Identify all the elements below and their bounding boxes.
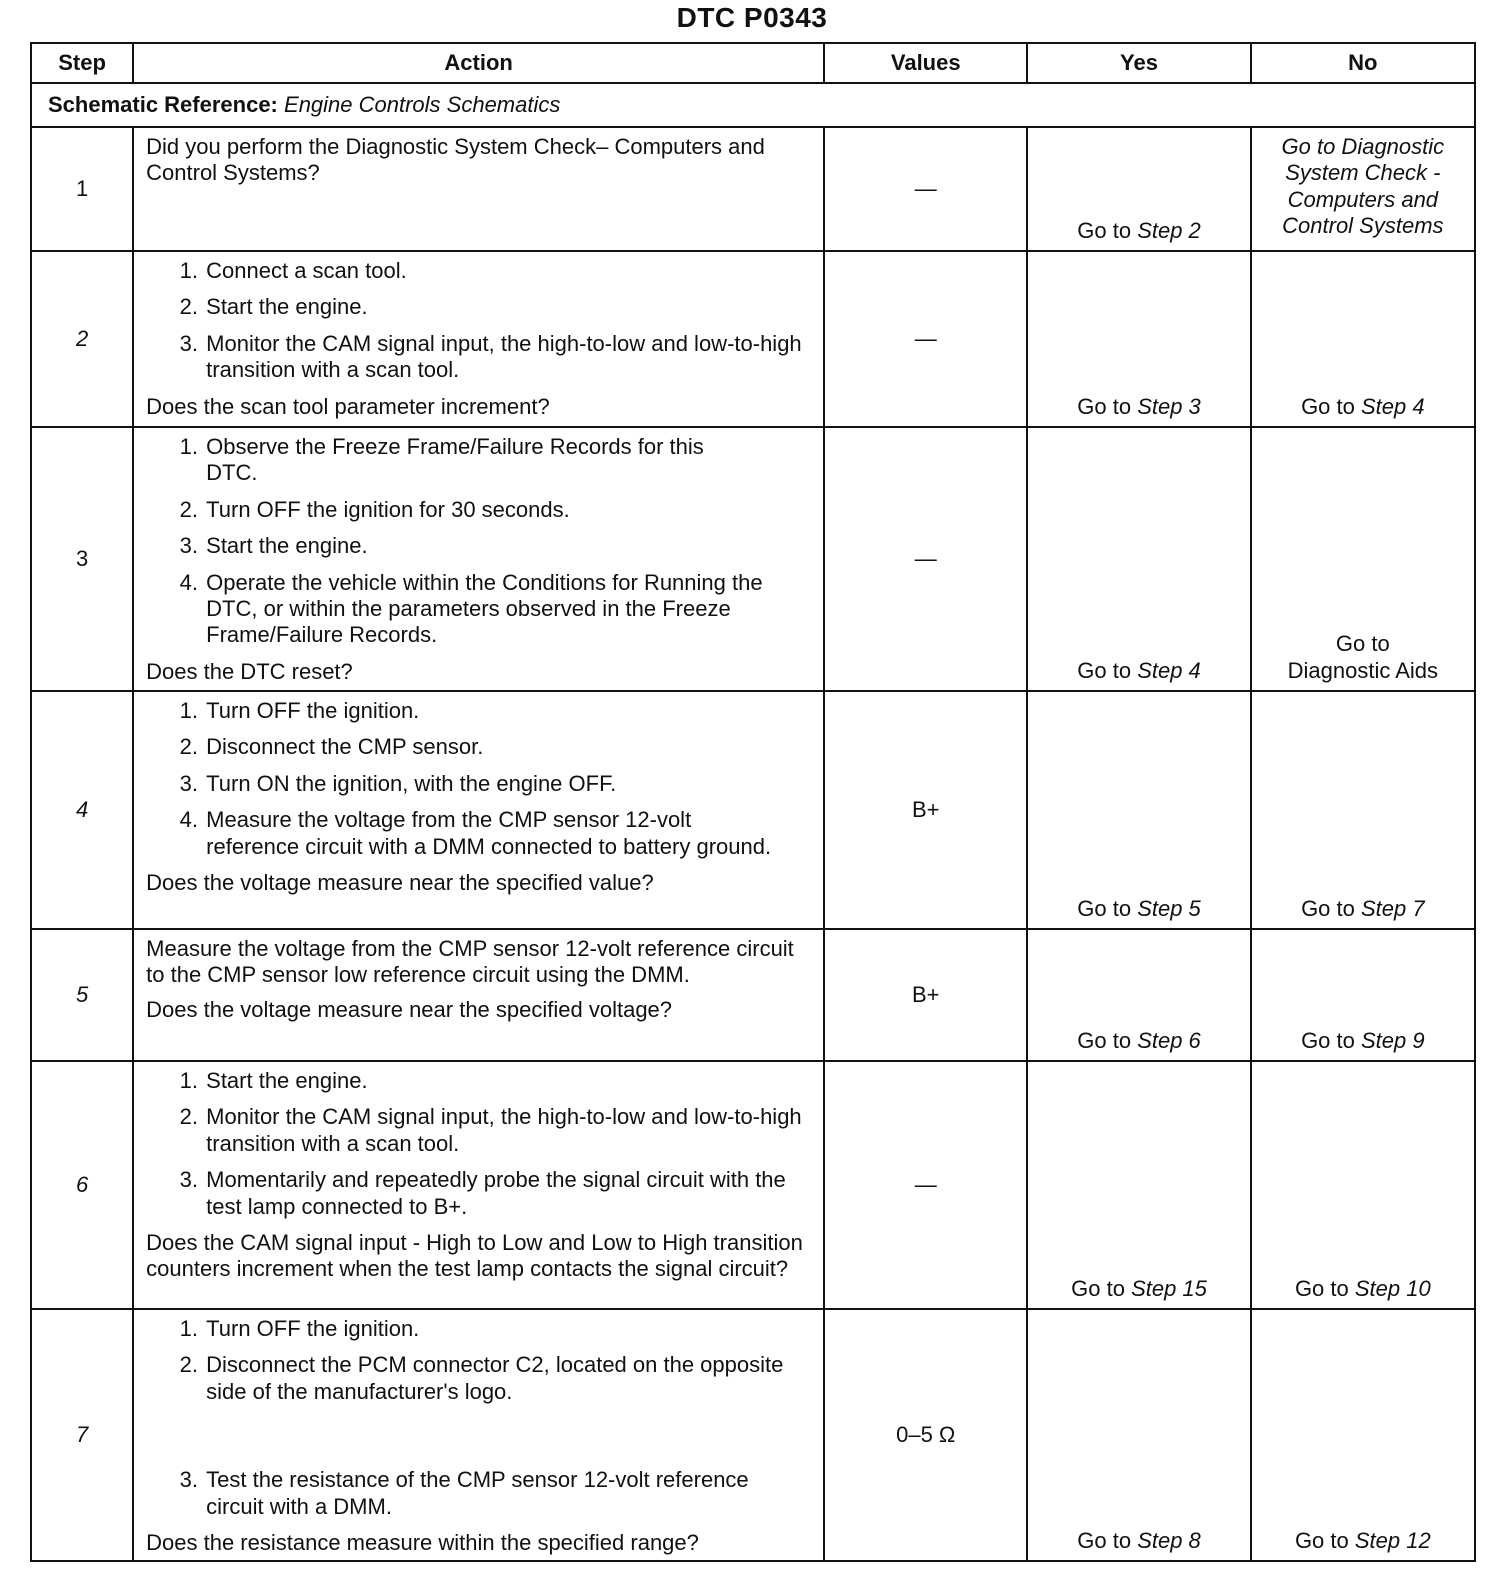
step-number: 6 bbox=[31, 1061, 133, 1309]
no-goto[interactable]: Go to Step 4 bbox=[1301, 393, 1425, 419]
yes-cell bbox=[1027, 1061, 1250, 1309]
table-row bbox=[31, 691, 1475, 929]
action-cell bbox=[133, 427, 824, 691]
yes-goto[interactable]: Go to Step 8 bbox=[1077, 1527, 1201, 1553]
list-item: 3. Test the resistance of the CMP sensor 12-volt reference circuit with a DMM. bbox=[204, 1467, 811, 1520]
action-list bbox=[146, 698, 811, 860]
action-text: Did you perform the Diagnostic System Check– Computers and Control Systems? bbox=[146, 134, 765, 186]
action-question: Does the DTC reset? bbox=[146, 658, 353, 684]
schematic-label: Schematic Reference: bbox=[48, 91, 278, 117]
list-item: 1. Connect a scan tool. bbox=[204, 258, 811, 284]
list-item: 1. Observe the Freeze Frame/Failure Records for this DTC. bbox=[204, 434, 811, 487]
header-step: Step bbox=[31, 43, 133, 83]
step-number: 5 bbox=[31, 929, 133, 1061]
value-cell: — bbox=[824, 1061, 1027, 1309]
action-list bbox=[146, 434, 811, 649]
action-question: Does the voltage measure near the specified voltage? bbox=[146, 996, 673, 1022]
action-text: Measure the voltage from the CMP sensor 12-volt reference circuit to the CMP sensor low reference circuit using the DMM. bbox=[146, 936, 794, 988]
action-question: Does the CAM signal input - High to Low and Low to High transition counters increment when the test lamp contacts the signal circuit? bbox=[146, 1229, 803, 1282]
header-row bbox=[31, 43, 1475, 83]
list-item: 3. Momentarily and repeatedly probe the signal circuit with the test lamp connected to B+. bbox=[204, 1167, 811, 1220]
value-cell: 0–5 Ω bbox=[824, 1309, 1027, 1561]
yes-cell bbox=[1027, 127, 1250, 251]
value-cell: — bbox=[824, 127, 1027, 251]
no-line[interactable]: Control Systems bbox=[1282, 213, 1444, 239]
action-cell bbox=[133, 1061, 824, 1309]
list-item: 2. Monitor the CAM signal input, the high-to-low and low-to-high transition with a scan tool. bbox=[204, 1104, 811, 1157]
list-item: 3. Turn ON the ignition, with the engine OFF. bbox=[204, 771, 811, 797]
action-cell bbox=[133, 929, 824, 1061]
list-item: 1. Turn OFF the ignition. bbox=[204, 698, 811, 724]
no-cell bbox=[1251, 1309, 1475, 1561]
list-item: 4. Operate the vehicle within the Conditions for Running the DTC, or within the parameters observed in the Freeze Frame/Failure Records. bbox=[204, 570, 811, 649]
no-cell bbox=[1251, 127, 1475, 251]
header-no: No bbox=[1251, 43, 1475, 83]
page-title: DTC P0343 bbox=[676, 2, 828, 33]
header-yes: Yes bbox=[1027, 43, 1250, 83]
step-number: 1 bbox=[31, 127, 133, 251]
value-cell: — bbox=[824, 427, 1027, 691]
table-row bbox=[31, 1061, 1475, 1309]
list-item: 4. Measure the voltage from the CMP sensor 12-volt reference circuit with a DMM connected to battery ground. bbox=[204, 807, 811, 860]
no-goto[interactable]: Go to Step 7 bbox=[1301, 895, 1425, 921]
action-question: Does the resistance measure within the specified range? bbox=[146, 1529, 699, 1555]
step-number: 2 bbox=[31, 251, 133, 427]
list-item: 2. Start the engine. bbox=[204, 294, 811, 320]
yes-goto[interactable]: Go to Step 15 bbox=[1071, 1275, 1207, 1301]
action-cell bbox=[133, 1309, 824, 1561]
list-item: 2. Turn OFF the ignition for 30 seconds. bbox=[204, 497, 811, 523]
no-line[interactable]: Go to bbox=[1335, 631, 1390, 657]
step-number: 4 bbox=[31, 691, 133, 929]
value-cell: B+ bbox=[824, 691, 1027, 929]
yes-cell bbox=[1027, 691, 1250, 929]
no-goto[interactable]: Go to Step 10 bbox=[1294, 1275, 1431, 1301]
table-row bbox=[31, 427, 1475, 691]
yes-cell bbox=[1027, 1309, 1250, 1561]
no-cell bbox=[1251, 929, 1475, 1061]
action-cell bbox=[133, 251, 824, 427]
list-item: 3. Start the engine. bbox=[204, 533, 811, 559]
table-row bbox=[31, 1309, 1475, 1561]
yes-cell bbox=[1027, 929, 1250, 1061]
step-number: 7 bbox=[31, 1309, 133, 1561]
list-item: 1. Start the engine. bbox=[204, 1068, 811, 1094]
action-cell bbox=[133, 127, 824, 251]
table-row bbox=[31, 929, 1475, 1061]
table-row bbox=[31, 127, 1475, 251]
value-cell: B+ bbox=[824, 929, 1027, 1061]
no-line[interactable]: System Check - bbox=[1285, 160, 1441, 186]
no-line[interactable]: Go to Diagnostic bbox=[1281, 134, 1445, 159]
yes-goto[interactable]: Go to Step 3 bbox=[1077, 393, 1201, 419]
action-list bbox=[146, 1316, 811, 1520]
list-item: 1. Turn OFF the ignition. bbox=[204, 1316, 811, 1342]
yes-goto[interactable]: Go to Step 6 bbox=[1077, 1027, 1201, 1053]
value-cell: — bbox=[824, 251, 1027, 427]
action-question: Does the scan tool parameter increment? bbox=[146, 393, 550, 419]
yes-goto[interactable]: Go to Step 4 bbox=[1077, 657, 1201, 683]
action-cell bbox=[133, 691, 824, 929]
no-cell bbox=[1251, 691, 1475, 929]
list-item: 2. Disconnect the PCM connector C2, located on the opposite side of the manufacturer's logo. bbox=[204, 1352, 811, 1405]
yes-goto[interactable]: Go to Step 5 bbox=[1077, 895, 1201, 921]
no-cell bbox=[1251, 1061, 1475, 1309]
yes-cell bbox=[1027, 427, 1250, 691]
schematic-row bbox=[31, 83, 1475, 127]
no-goto[interactable]: Go to Step 12 bbox=[1294, 1527, 1431, 1553]
header-action: Action bbox=[133, 43, 824, 83]
schematic-link[interactable]: Engine Controls Schematics bbox=[284, 91, 561, 117]
no-line[interactable]: Computers and bbox=[1287, 186, 1439, 212]
yes-goto[interactable]: Go to Step 2 bbox=[1077, 217, 1201, 243]
action-list bbox=[146, 1068, 811, 1220]
list-item: 2. Disconnect the CMP sensor. bbox=[204, 734, 811, 760]
yes-cell bbox=[1027, 251, 1250, 427]
list-item: 3. Monitor the CAM signal input, the high-to-low and low-to-high transition with a scan tool. bbox=[204, 331, 811, 384]
no-line[interactable]: Diagnostic Aids bbox=[1287, 657, 1439, 683]
action-question: Does the voltage measure near the specified value? bbox=[146, 869, 654, 895]
table-row bbox=[31, 251, 1475, 427]
header-values: Values bbox=[824, 43, 1027, 83]
no-cell bbox=[1251, 251, 1475, 427]
step-number: 3 bbox=[31, 427, 133, 691]
no-goto[interactable]: Go to Step 9 bbox=[1301, 1027, 1425, 1053]
no-cell bbox=[1251, 427, 1475, 691]
diagnostic-table bbox=[30, 42, 1476, 1562]
schematic-reference bbox=[31, 83, 1475, 127]
action-list bbox=[146, 258, 811, 384]
